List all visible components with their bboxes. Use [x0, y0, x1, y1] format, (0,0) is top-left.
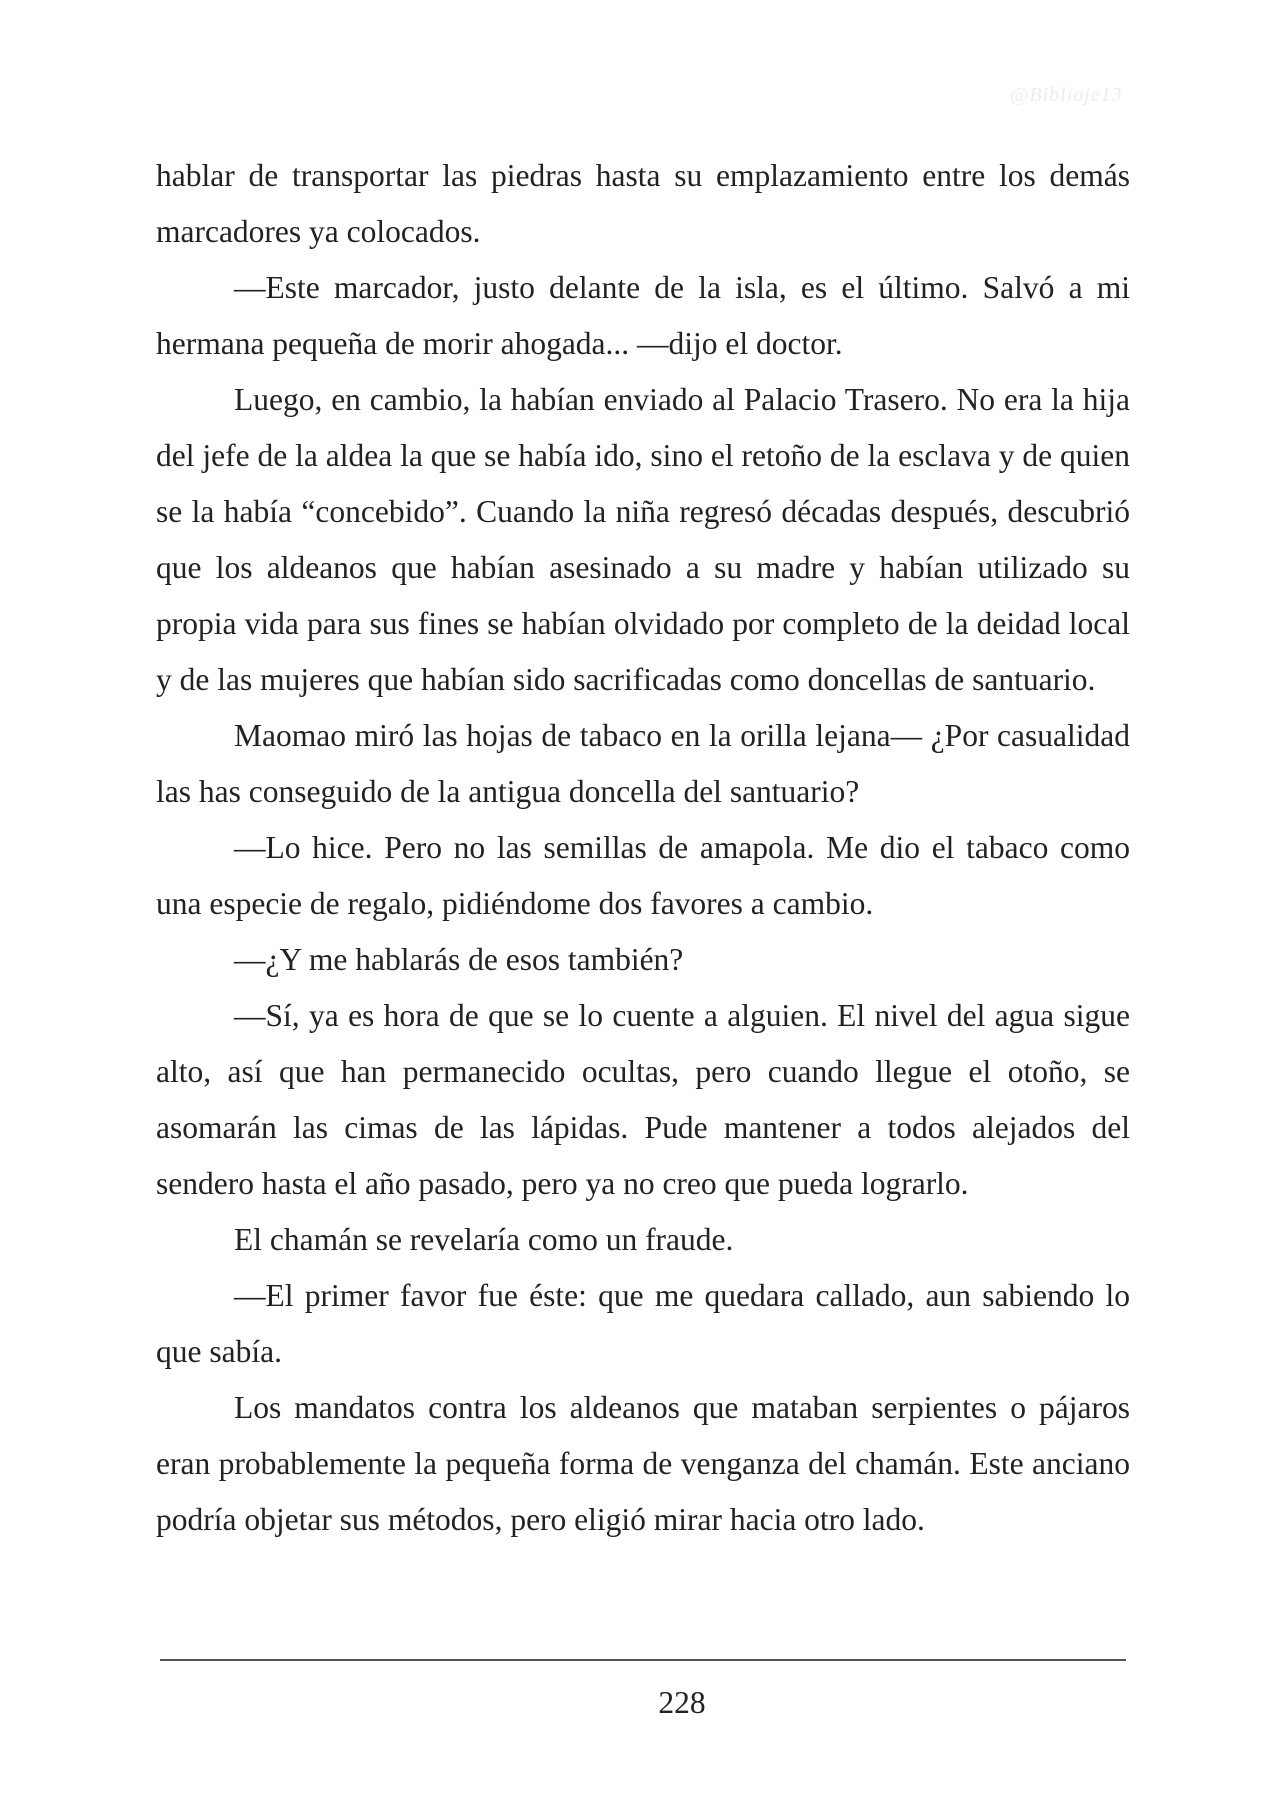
footer-divider: [160, 1659, 1126, 1661]
page-number: 228: [658, 1685, 706, 1720]
paragraph: El chamán se revelaría como un fraude.: [234, 1222, 734, 1257]
paragraph: —Este marcador, justo delante de la isla, es el último. Salvó a mi hermana pequeña de morir ahogada... —dijo el doctor.: [156, 270, 1130, 361]
paragraph: —El primer favor fue éste: que me quedara callado, aun sabiendo lo que sabía.: [156, 1278, 1130, 1369]
page-body: [156, 148, 1130, 1548]
watermark: @Biblioje13: [1010, 84, 1123, 106]
paragraph: Luego, en cambio, la habían enviado al Palacio Trasero. No era la hija del jefe de la aldea la que se había ido, sino el retoño de la esclava y de quien se la había “concebido”. Cuando la niña regresó décadas después, descubrió que los aldeanos que habían asesinado a su madre y habían utilizado su propia vida para sus fines se habían olvidado por completo de la deidad local y de las mujeres que habían sido sacrificadas como doncellas de santuario.: [156, 382, 1130, 697]
paragraph: hablar de transportar las piedras hasta su emplazamiento entre los demás marcadores ya colocados.: [156, 158, 1130, 249]
paragraph: —Lo hice. Pero no las semillas de amapola. Me dio el tabaco como una especie de regalo, pidiéndome dos favores a cambio.: [156, 830, 1130, 921]
paragraph: —Sí, ya es hora de que se lo cuente a alguien. El nivel del agua sigue alto, así que han permanecido ocultas, pero cuando llegue el otoño, se asomarán las cimas de las lápidas. Pude mantener a todos alejados del sendero hasta el año pasado, pero ya no creo que pueda lograrlo.: [156, 998, 1130, 1201]
paragraph: —¿Y me hablarás de esos también?: [234, 942, 684, 977]
paragraph: Maomao miró las hojas de tabaco en la orilla lejana— ¿Por casualidad las has conseguido de la antigua doncella del santuario?: [156, 718, 1130, 809]
paragraph: Los mandatos contra los aldeanos que mataban serpientes o pájaros eran probablemente la pequeña forma de venganza del chamán. Este anciano podría objetar sus métodos, pero eligió mirar hacia otro lado.: [156, 1390, 1130, 1537]
